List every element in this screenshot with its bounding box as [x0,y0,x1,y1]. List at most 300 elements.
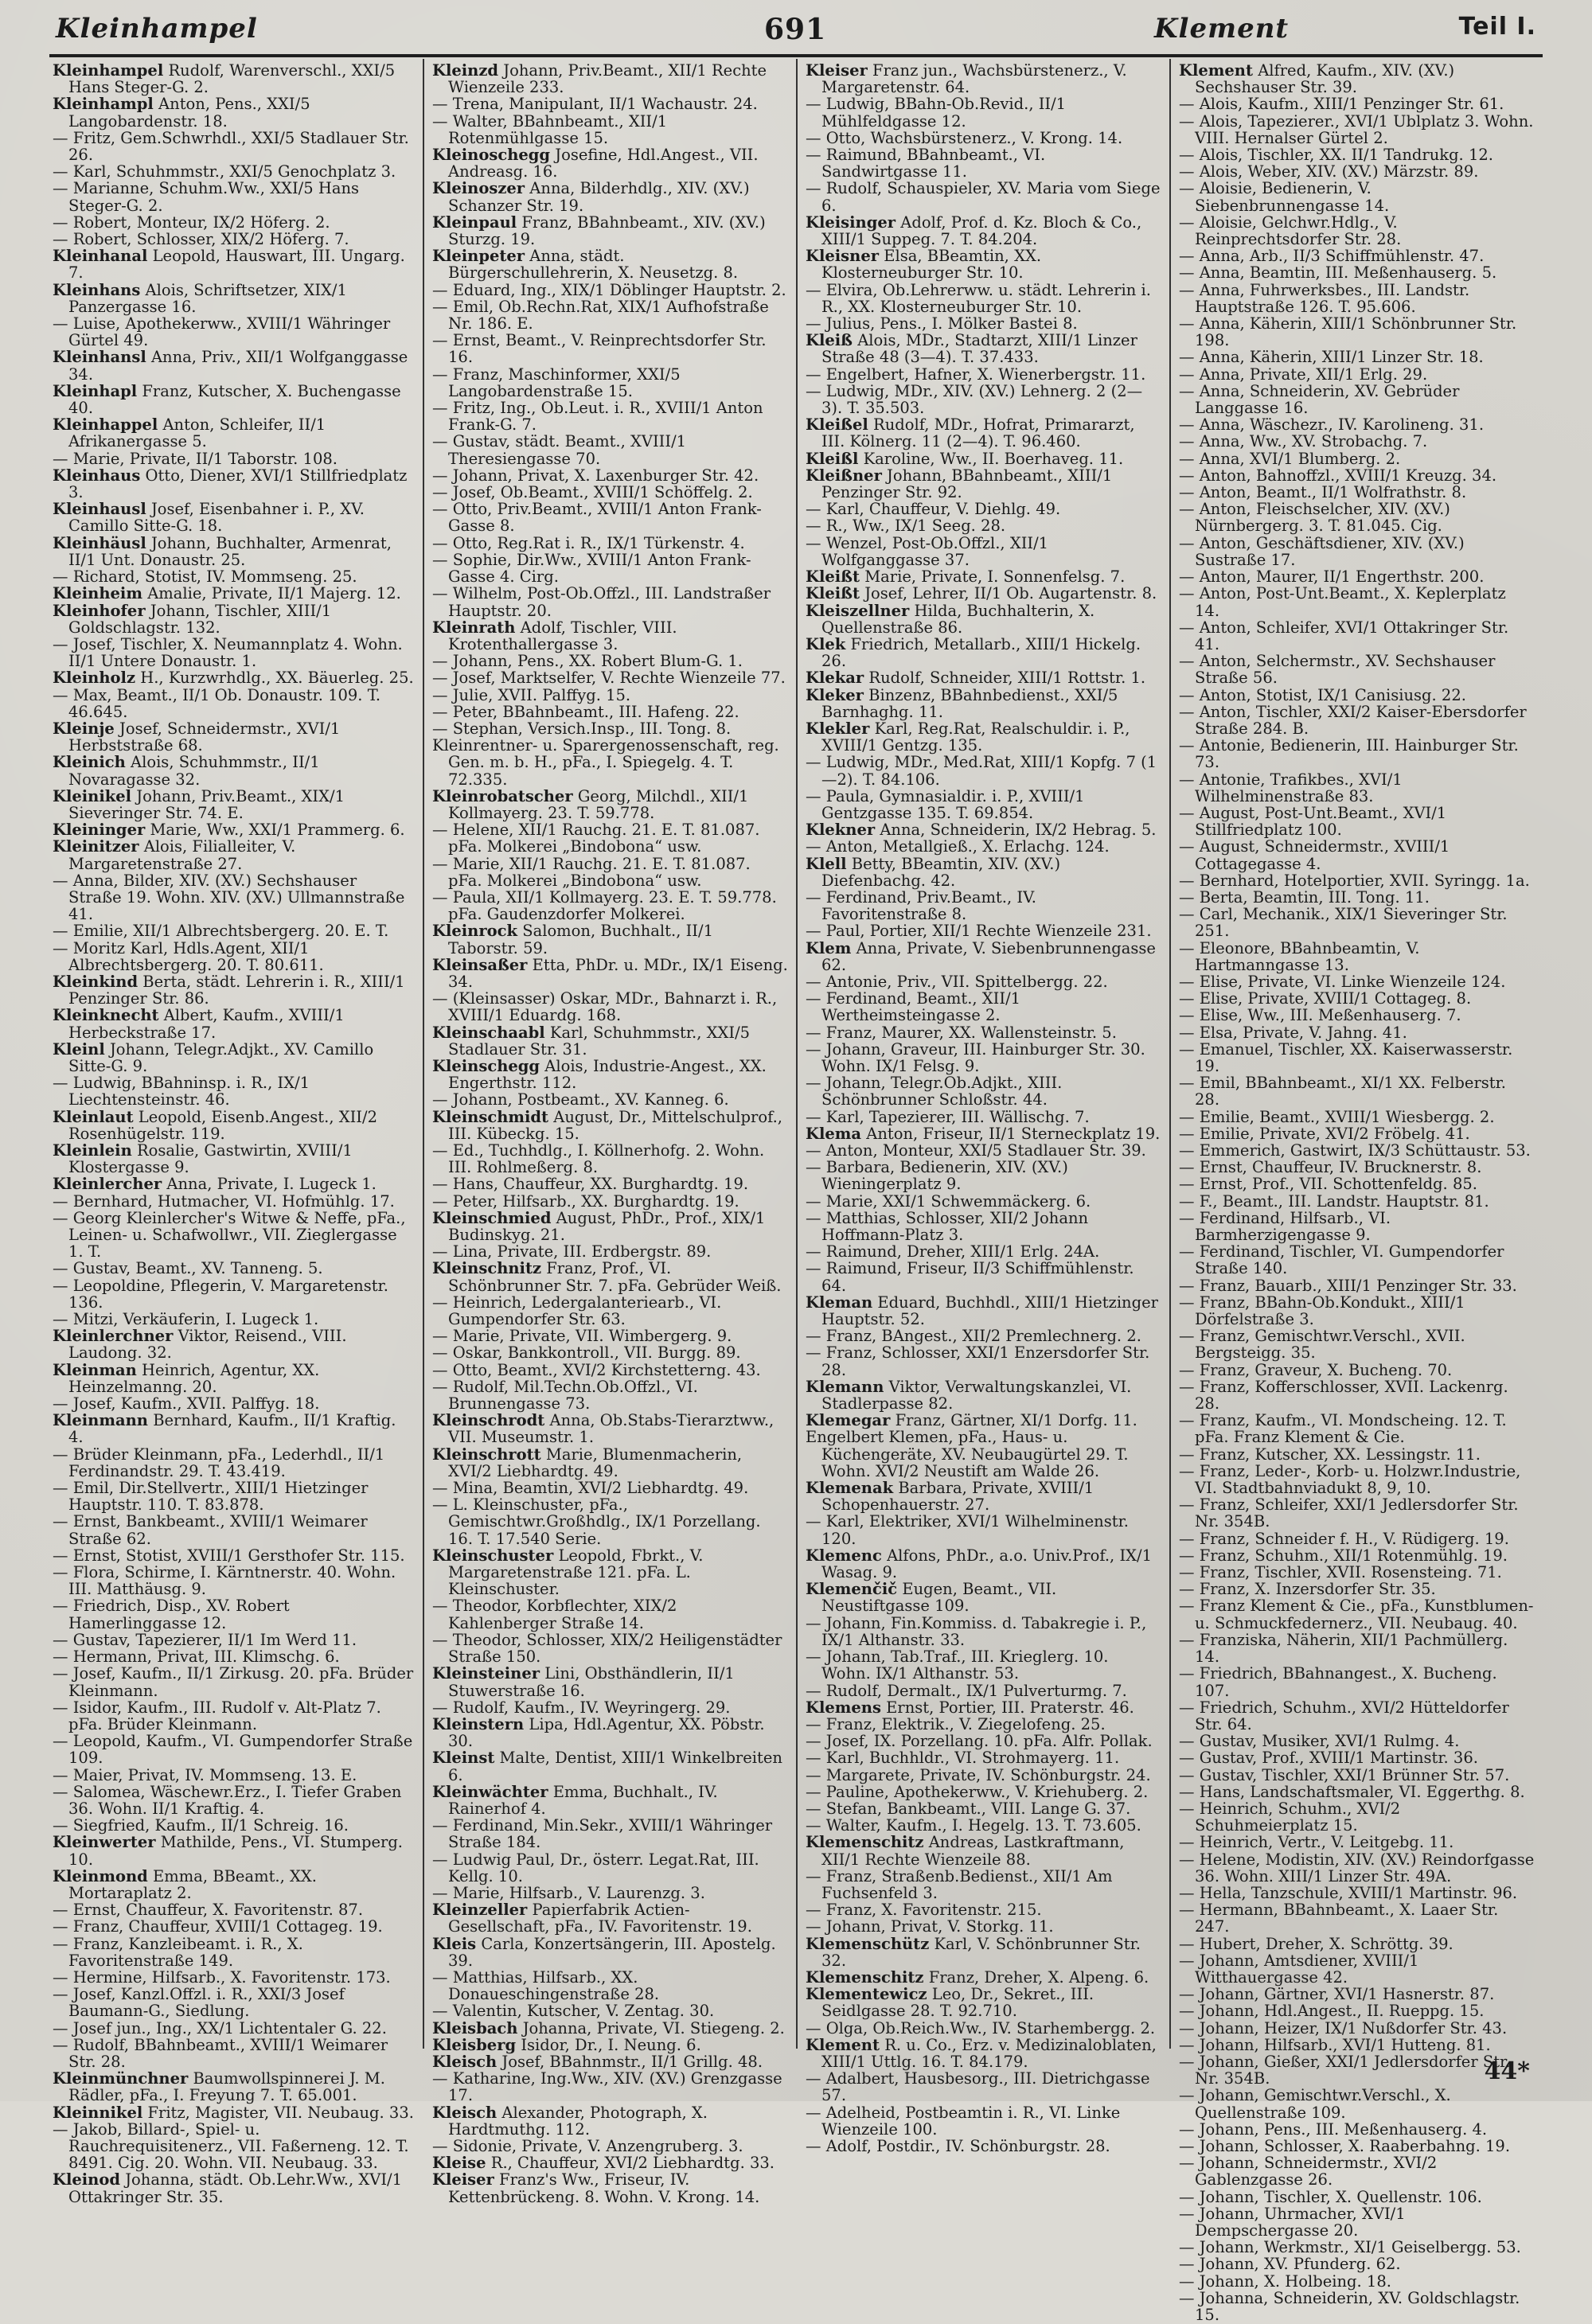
directory-entry [53,973,415,1007]
directory-entry [432,467,788,484]
directory-entry [432,1260,788,1293]
entry-details: Franz's Ww., Friseur, IV. Kettenbrückeng. 8. Wohn. V. Krong. 14. [448,2170,760,2206]
entry-details: — Pauline, Apothekerww., V. Kriehuberg. 2. [806,1782,1149,1801]
entry-details: — Otto, Beamt., XVI/2 Kirchstetterng. 43. [432,1360,761,1379]
entry-details: — Franz, Graveur, X. Bucheng. 70. [1179,1360,1453,1379]
directory-entry [432,501,788,534]
entry-details: — Ernst, Bankbeamt., XVIII/1 Weimarer Straße 62. [53,1512,368,1548]
directory-entry [806,990,1161,1024]
entry-surname: Kleinschmidt [432,1107,549,1126]
entry-details: — Anton, Metallgieß., X. Erlachg. 124. [806,837,1110,856]
directory-entry [53,2020,415,2037]
directory-entry [806,2138,1161,2154]
directory-entry [53,1767,415,1784]
signature-mark: 44* [1484,2057,1530,2085]
entry-surname: Kleinwerter [53,1833,156,1852]
entry-surname: Kleinlerchner [53,1327,174,1346]
directory-entry [1179,1834,1535,1850]
entry-details: — Ludwig, MDr., XIV. (XV.) Lehnerg. 2 (2—3). T. 35.503. [806,381,1143,418]
directory-entry [806,1648,1161,1682]
directory-entry [806,1429,1161,1480]
directory-entry [53,1564,415,1597]
directory-entry [53,1210,415,1261]
entry-details: — Wenzel, Post-Ob.Offzl., XII/1 Wolfganggasse 37. [806,533,1049,569]
entry-details: Elsa, BBeamtin, XX. Klosterneuburger Str. 10. [821,247,1042,283]
entry-details: — Anton, Schleifer, XVI/1 Ottakringer Str. 41. [1179,618,1509,653]
entry-surname: Kleis [432,1934,477,1953]
column-1 [49,59,423,2206]
directory-entry [1179,2020,1535,2037]
directory-entry [806,1749,1161,1766]
directory-entry [1179,889,1535,906]
directory-entry [53,636,415,669]
directory-entry [806,687,1161,720]
entry-details: Franz, Prof., VI. Schönbrunner Str. 7. pFa. Gebrüder Weiß. [448,1259,782,1295]
entry-details: — Franz, Leder-, Korb- u. Holzwr.Industrie, VI. Stadtbahnviadukt 8, 9, 10. [1179,1461,1521,1498]
header-rule [49,54,1543,57]
entry-details: — Aloisie, Gelchwr.Hdlg., V. Reinprechtsdorfer Str. 28. [1179,213,1402,249]
entry-details: Rosalie, Gastwirtin, XVIII/1 Klostergasse 9. [68,1141,353,1177]
directory-entry [53,282,415,315]
entry-details: Josef, Schneidermstr., XVI/1 Herbststraße 68. [68,719,341,755]
directory-entry [806,602,1161,636]
directory-entry [806,467,1161,501]
entry-surname: Kleinwächter [432,1782,548,1801]
page-number: 691 [764,13,827,46]
directory-entry [432,1547,788,1598]
entry-surname: Kleinikel [53,786,132,805]
directory-entry [432,889,788,922]
entry-details: Lipa, Hdl.Agentur, XX. Pöbstr. 30. [448,1714,765,1751]
directory-entry [432,1597,788,1631]
entry-details: — Franz, Kanzleibeamt. i. R., X. Favoritenstraße 149. [53,1934,303,1970]
entry-details: — Gustav, Tischler, XXI/1 Brünner Str. 57. [1179,1765,1510,1784]
entry-details: — Marie, XXI/1 Schwemmäckerg. 6. [806,1191,1091,1211]
entry-details: Friedrich, Metallarb., XIII/1 Hickelg. 26. [821,634,1141,671]
entry-surname: Kleinitzer [53,837,139,856]
directory-entry [1179,619,1535,653]
entry-surname: Klementewicz [806,1985,927,2004]
entry-details: — Johann, X. Holbeing. 18. [1179,2271,1391,2291]
directory-entry [432,1784,788,1817]
directory-entry [1179,248,1535,264]
directory-entry [806,1834,1161,1867]
directory-entry [432,2070,788,2104]
entry-surname: Klement [1179,61,1253,80]
entry-surname: Kleiser [806,61,868,80]
directory-entry [53,838,415,872]
entry-details: Alois, Filialleiter, V. Margaretenstraße 27. [68,837,296,873]
entry-details: — Johann, Pens., III. Meßenhauserg. 4. [1179,2119,1488,2139]
entry-details: — Johann, Pens., XX. Robert Blum-G. 1. [432,652,743,671]
entry-details: — Franz, Chauffeur, XVIII/1 Cottageg. 19. [53,1917,383,1936]
directory-entry [53,231,415,248]
entry-surname: Kleinmond [53,1866,148,1885]
directory-entry [432,214,788,248]
entry-details: — Otto, Reg.Rat i. R., IX/1 Türkenstr. 4. [432,533,745,552]
directory-entry [53,130,415,163]
directory-entry [806,1294,1161,1328]
entry-surname: Kleinlaut [53,1107,134,1126]
entry-surname: Kleisinger [806,213,896,232]
entry-details: — Paula, XII/1 Kollmayerg. 23. E. T. 59.778. pFa. Gaudenzdorfer Molkerei. [432,887,777,924]
directory-entry [53,535,415,568]
directory-entry [432,585,788,618]
entry-details: Johann, BBahnbeamt., XIII/1 Penzinger Str. 92. [821,466,1113,502]
entry-details: — Johann, Tab.Traf., III. Krieglerg. 10. Wohn. IX/1 Althanstr. 53. [806,1647,1109,1683]
entry-details: Johann, Priv.Beamt., XII/1 Rechte Wienzeile 233. [448,61,767,97]
directory-entry [53,96,415,129]
entry-details: August, PhDr., Prof., XIX/1 Budinskyg. 21. [448,1208,766,1245]
entry-details: — Franz Klement & Cie., pFa., Kunstblumen- u. Schmuckfedernerz., VII. Neubaug. 40. [1179,1597,1534,1632]
directory-entry [1179,771,1535,805]
directory-entry [806,214,1161,248]
entry-details: — Ferdinand, Beamt., XII/1 Wertheimsteingasse 2. [806,989,1021,1025]
entry-details: — Johann, Fin.Kommiss. d. Tabakregie i. P., IX/1 Althanstr. 33. [806,1613,1147,1649]
directory-entry [432,821,788,855]
entry-details: — Valentin, Kutscher, V. Zentag. 30. [432,2002,715,2021]
directory-entry [806,1328,1161,1344]
directory-entry [1179,2189,1535,2205]
directory-entry [806,1412,1161,1429]
directory-entry [53,1109,415,1142]
entry-details: Alfred, Kaufm., XIV. (XV.) Sechshauser Str. 39. [1195,61,1455,97]
directory-entry [806,1767,1161,1784]
entry-details: — Fritz, Gem.Schwrhdl., XXI/5 Stadlauer Str. 26. [53,128,409,165]
directory-entry [806,922,1161,939]
entry-details: — Johann, Uhrmacher, XVI/1 Dempschergasse 20. [1179,2204,1406,2240]
entry-details: — Rudolf, BBahnbeamt., XVIII/1 Weimarer Str. 28. [53,2035,388,2071]
entry-details: Malte, Dentist, XIII/1 Winkelbreiten 6. [448,1749,782,1784]
entry-details: H., Kurzwrhdlg., XX. Bäuerleg. 25. [140,669,414,688]
volume-label: Teil I. [1458,13,1536,41]
directory-entry [806,517,1161,534]
directory-entry [53,602,415,636]
entry-details: — Anton, Tischler, XXI/2 Kaiser-Ebersdorfer Straße 284. B. [1179,702,1527,738]
entry-details: — Ludwig, MDr., Med.Rat, XIII/1 Kopfg. 7 (1—2). T. 84.106. [806,753,1157,789]
directory-entry [53,315,415,349]
directory-entry [1179,180,1535,213]
directory-entry [1179,585,1535,618]
entry-details: — Richard, Stotist, IV. Mommseng. 25. [53,567,357,587]
directory-entry [53,1007,415,1040]
entry-details: — Lina, Private, III. Erdbergstr. 89. [432,1242,712,1261]
entry-details: — Josef, IX. Porzellang. 10. pFa. Alfr. Pollak. [806,1732,1153,1751]
entry-details: — Mitzi, Verkäuferin, I. Lugeck 1. [53,1310,319,1329]
directory-entry [432,957,788,990]
entry-details: Barbara, Private, XVIII/1 Schopenhauerstr. 27. [821,1479,1094,1515]
entry-details: Binzenz, BBahnbedienst., XXI/5 Barnhaghg. 11. [821,685,1118,721]
directory-entry [806,1193,1161,1210]
entry-details: — Josef, Tischler, X. Neumannplatz 4. Wohn. II/1 Untere Donaustr. 1. [53,634,403,671]
directory-entry [1179,1328,1535,1361]
directory-entry [1179,1901,1535,1935]
directory-entry [53,163,415,180]
entry-surname: Klekner [806,821,876,840]
directory-entry [53,349,415,382]
entry-details: — Johann, Privat, V. Storkg. 11. [806,1917,1054,1936]
entry-surname: Kleinholz [53,669,136,688]
directory-entry [806,669,1161,686]
entry-details: — Antonie, Trafikbes., XVI/1 Wilhelminenstraße 83. [1179,770,1403,805]
entry-details: — Gustav, Beamt., XV. Tanneng. 5. [53,1259,323,1278]
entry-details: — Anton, Stotist, IX/1 Canisiusg. 22. [1179,685,1466,704]
directory-entry [53,2104,415,2121]
entry-details: Johann, Buchhalter, Armenrat, II/1 Unt. Donaustr. 25. [68,533,392,569]
directory-entry [806,1142,1161,1159]
entry-details: Lini, Obsthändlerin, II/1 Stuwerstraße 16. [448,1664,735,1700]
entry-details: Alfons, PhDr., a.o. Univ.Prof., IX/1 Wasag. 9. [821,1546,1153,1582]
directory-entry [432,1091,788,1108]
entry-details: Viktor, Verwaltungskanzlei, VI. Stadlerpasse 82. [821,1377,1132,1414]
directory-entry [432,1480,788,1496]
directory-entry [1179,2205,1535,2239]
entry-details: — Alois, Weber, XIV. (XV.) Märzstr. 89. [1179,162,1479,181]
entry-details: — Franz, Maschinformer, XXI/5 Langobardenstraße 15. [432,365,681,400]
directory-entry [432,1142,788,1176]
entry-surname: Kleisch [432,2052,498,2071]
entry-surname: Kleisner [806,247,880,266]
entry-details: Betty, BBeamtin, XIV. (XV.) Diefenbachg. 42. [821,854,1061,890]
entry-details: — Stephan, Versich.Insp., III. Tong. 8. [432,719,732,738]
directory-entry [806,1800,1161,1817]
directory-entry [1179,2273,1535,2290]
directory-entry [1179,990,1535,1007]
directory-entry [806,332,1161,365]
entry-surname: Kleinod [53,2170,120,2189]
directory-entry [1179,1125,1535,1142]
entry-details: Alois, Schriftsetzer, XIX/1 Panzergasse 16. [68,280,347,316]
directory-entry [53,1868,415,1901]
entry-surname: Kleinlercher [53,1175,162,1194]
entry-details: — Trena, Manipulant, II/1 Wachaustr. 24. [432,95,758,114]
entry-details: Alois, Schuhmmstr., II/1 Novaragasse 32. [68,753,320,789]
directory-entry [806,788,1161,821]
directory-entry [432,1412,788,1445]
entry-surname: Kleinschaabl [432,1023,545,1042]
directory-entry [1179,1210,1535,1243]
directory-entry [53,821,415,838]
entry-details: Anna, städt. Bürgerschullehrerin, X. Neusetzg. 8. [448,247,739,283]
directory-entry [1179,1378,1535,1412]
directory-entry [1179,113,1535,146]
entry-details: Emma, BBeamt., XX. Mortaraplatz 2. [68,1866,317,1902]
directory-entry [1179,467,1535,484]
entry-details: — Karl, Tapezierer, III. Wällischg. 7. [806,1107,1090,1126]
directory-entry [1179,1733,1535,1749]
directory-entry [432,619,788,653]
entry-details: — Anna, Arb., II/3 Schiffmühlenstr. 47. [1179,247,1485,266]
entry-details: Marie, Blumenmacherin, XVI/2 Liebhardtg. 49. [448,1445,743,1480]
entry-surname: Klemenschütz [806,1934,930,1953]
directory-entry [1179,1851,1535,1885]
entry-surname: Kleinschnitz [432,1259,542,1278]
directory-entry [432,1109,788,1142]
entry-details: Georg, Milchdl., XII/1 Kollmayerg. 23. T. 59.778. [448,786,749,822]
entry-details: Rudolf, MDr., Hofrat, Primararzt, III. Kölnerg. 11 (2—4). T. 96.460. [821,415,1135,451]
directory-entry [1179,1936,1535,1952]
entry-details: Anna, Schneiderin, IX/2 Hebrag. 5. [880,821,1157,840]
directory-entry [806,821,1161,838]
entry-details: Rudolf, Schneider, XIII/1 Rottstr. 1. [868,669,1146,688]
entry-details: R., Chauffeur, XVI/2 Liebhardtg. 33. [490,2154,775,2173]
entry-surname: Kleinsaßer [432,955,528,974]
entry-details: — Friedrich, Schuhm., XVI/2 Hütteldorfer Str. 64. [1179,1698,1509,1733]
entry-details: Anton, Schleifer, II/1 Afrikanergasse 5. [68,415,326,451]
directory-entry [53,1817,415,1834]
entry-surname: Kleinschuster [432,1546,554,1565]
directory-entry [806,1378,1161,1412]
entry-details: — Gustav, städt. Beamt., XVIII/1 Theresiengasse 70. [432,432,687,468]
entry-details: — Eduard, Ing., XIX/1 Döblinger Hauptstr. 2. [432,280,786,299]
entry-details: — Carl, Mechanik., XIX/1 Sieveringer Str. 251. [1179,905,1508,941]
entry-surname: Kleise [432,2154,486,2173]
directory-entry [1179,1159,1535,1176]
entry-surname: Kleinhäusl [53,533,146,552]
directory-entry [1179,1749,1535,1766]
directory-entry [53,568,415,585]
entry-details: — Ferdinand, Min.Sekr., XVIII/1 Währinger Straße 184. [432,1816,773,1852]
entry-details: — Robert, Schlosser, XIX/2 Höferg. 7. [53,230,349,249]
entry-surname: Kleinpeter [432,247,525,266]
directory-entry [1179,568,1535,585]
entry-details: — Elise, Private, XVIII/1 Cottageg. 8. [1179,989,1472,1008]
entry-details: — Ernst, Chauffeur, X. Favoritenstr. 87. [53,1901,364,1920]
directory-entry [53,1597,415,1631]
directory-entry [432,1885,788,1901]
entry-details: — Ferdinand, Hilfsarb., VI. Barmherzigengasse 9. [1179,1208,1391,1245]
directory-entry [806,856,1161,889]
directory-entry [53,1328,415,1361]
directory-entry [1179,1547,1535,1564]
entry-details: — Anton, Selchermstr., XV. Sechshauser Straße 56. [1179,652,1496,688]
directory-entry [1179,1074,1535,1108]
directory-entry [806,1581,1161,1614]
directory-entry [806,1109,1161,1125]
directory-entry [1179,1463,1535,1496]
directory-entry [53,585,415,602]
entry-details: — Johann, Werkmstr., XI/1 Geiselbergg. 53. [1179,2238,1521,2257]
directory-entry [1179,838,1535,872]
directory-entry [1179,1109,1535,1125]
entry-details: — Antonie, Bedienerin, III. Hainburger Str. 73. [1179,736,1519,772]
directory-entry [53,62,415,96]
entry-details: — Franz, Kutscher, XX. Lessingstr. 11. [1179,1445,1481,1464]
entry-details: — Franz, BAngest., XII/2 Premlechnerg. 2. [806,1327,1141,1346]
entry-details: Johann, Tischler, XIII/1 Goldschlagstr. 132. [68,601,332,637]
directory-entry [1179,1665,1535,1698]
entry-surname: Kleinzeller [432,1901,528,1920]
directory-entry [806,535,1161,568]
directory-entry [53,940,415,973]
entry-details: — Rudolf, Kaufm., IV. Weyringerg. 29. [432,1698,731,1717]
entry-surname: Kleinhaus [53,466,141,485]
entry-details: — Hans, Chauffeur, XX. Burghardtg. 19. [432,1175,749,1194]
entry-details: — Aloisie, Bedienerin, V. Siebenbrunnengasse 14. [1179,179,1390,215]
entry-details: — Johann, Gärtner, XVI/1 Hasnerstr. 87. [1179,1985,1495,2004]
entry-details: Johanna, städt. Ob.Lehr.Ww., XVI/1 Ottakringer Str. 35. [68,2170,403,2206]
directory-entry [432,1362,788,1378]
entry-details: Anna, Bilderhdlg., XIV. (XV.) Schanzer Str. 19. [448,179,750,215]
entry-surname: Kleisbach [432,2018,518,2037]
directory-entry [1179,146,1535,163]
entry-details: Mathilde, Pens., VI. Stumperg. 10. [68,1833,403,1869]
entry-details: Kleinrentner- u. Sparergenossenschaft, reg. Gen. m. b. H., pFa., I. Spiegelg. 4. T. 72.335. [432,736,779,789]
entry-details: — Johann, Hdl.Angest., II. Rueppg. 15. [1179,2002,1485,2021]
entry-surname: Klemenak [806,1479,894,1498]
directory-entry [432,2138,788,2154]
entry-surname: Kleiser [432,2170,494,2189]
directory-entry [53,1665,415,1698]
entry-details: — Emilie, Private, XVI/2 Fröbelg. 41. [1179,1124,1470,1143]
directory-entry [1179,416,1535,433]
entry-surname: Klemann [806,1377,884,1396]
entry-details: — Max, Beamt., II/1 Ob. Donaustr. 109. T. 46.645. [53,685,381,721]
directory-entry [806,1716,1161,1733]
entry-details: — Anna, XVI/1 Blumberg. 2. [1179,449,1401,468]
directory-entry [806,146,1161,180]
entry-details: — Fritz, Ing., Ob.Leut. i. R., XVIII/1 Anton Frank-G. 7. [432,399,763,435]
directory-entry [1179,366,1535,383]
entry-surname: Klemegar [806,1411,891,1430]
entry-details: — Emil, Dir.Stellvertr., XIII/1 Hietzinger Hauptstr. 110. T. 83.878. [53,1479,369,1515]
entry-details: — Johann, Gießer, XXI/1 Jedlersdorfer Str. Nr. 354B. [1179,2052,1511,2088]
directory-entry [432,1024,788,1058]
directory-entry [806,62,1161,96]
entry-surname: Kleinrobatscher [432,786,573,805]
entry-details: — Hermine, Hilfsarb., X. Favoritenstr. 173. [53,1967,391,1987]
entry-details: — Brüder Kleinmann, pFa., Lederhdl., II/1 Ferdinandstr. 29. T. 43.419. [53,1445,385,1480]
entry-details: — Marianne, Schuhm.Ww., XXI/5 Hans Steger-G. 2. [53,179,360,215]
entry-details: Bernhard, Kaufm., II/1 Kraftig. 4. [68,1411,396,1447]
entry-surname: Kleinhanal [53,247,148,266]
directory-entry [1179,2290,1535,2323]
directory-entry [806,973,1161,990]
entry-details: Emma, Buchhalt., IV. Rainerhof 4. [448,1782,718,1818]
entry-details: — Anna, Käherin, XIII/1 Schönbrunner Str. 198. [1179,314,1517,350]
directory-entry [1179,1597,1535,1631]
entry-surname: Klemens [806,1698,881,1717]
entry-surname: Kleinhampel [53,61,164,80]
entry-details: — Josef, Kaufm., XVII. Palffyg. 18. [53,1394,320,1414]
directory-entry [432,180,788,213]
entry-details: Leopold, Hauswart, III. Ungarg. 7. [68,247,405,283]
entry-details: Anton, Friseur, II/1 Sterneckplatz 19. [866,1124,1161,1143]
directory-entry [806,1986,1161,2019]
entry-details: Franz, Kutscher, X. Buchengasse 40. [68,381,401,418]
directory-entry [432,484,788,501]
directory-entry [806,1969,1161,1986]
directory-entry [806,1918,1161,1935]
entry-surname: Kleinl [53,1039,105,1059]
entry-surname: Klekler [806,719,870,738]
directory-entry [53,1480,415,1513]
directory-entry [1179,383,1535,416]
entry-details: — Karl, Chauffeur, V. Diehlg. 49. [806,500,1061,519]
entry-details: — Ferdinand, Tischler, VI. Gumpendorfer Straße 140. [1179,1242,1504,1278]
directory-entry [1179,1885,1535,1901]
entry-details: — Flora, Schirme, I. Kärntnerstr. 40. Wohn. III. Matthäusg. 9. [53,1563,396,1599]
directory-entry [432,669,788,686]
entry-details: — Emil, Ob.Rechn.Rat, XIX/1 Aufhofstraße Nr. 186. E. [432,297,769,333]
directory-entry [806,1901,1161,1918]
entry-details: — Isidor, Kaufm., III. Rudolf v. Alt-Platz 7. pFa. Brüder Kleinmann. [53,1698,381,1733]
entry-surname: Kleißt [806,567,860,587]
directory-entry [1179,1496,1535,1530]
entry-surname: Klek [806,634,846,653]
directory-entry [53,2070,415,2104]
directory-entry [53,180,415,213]
